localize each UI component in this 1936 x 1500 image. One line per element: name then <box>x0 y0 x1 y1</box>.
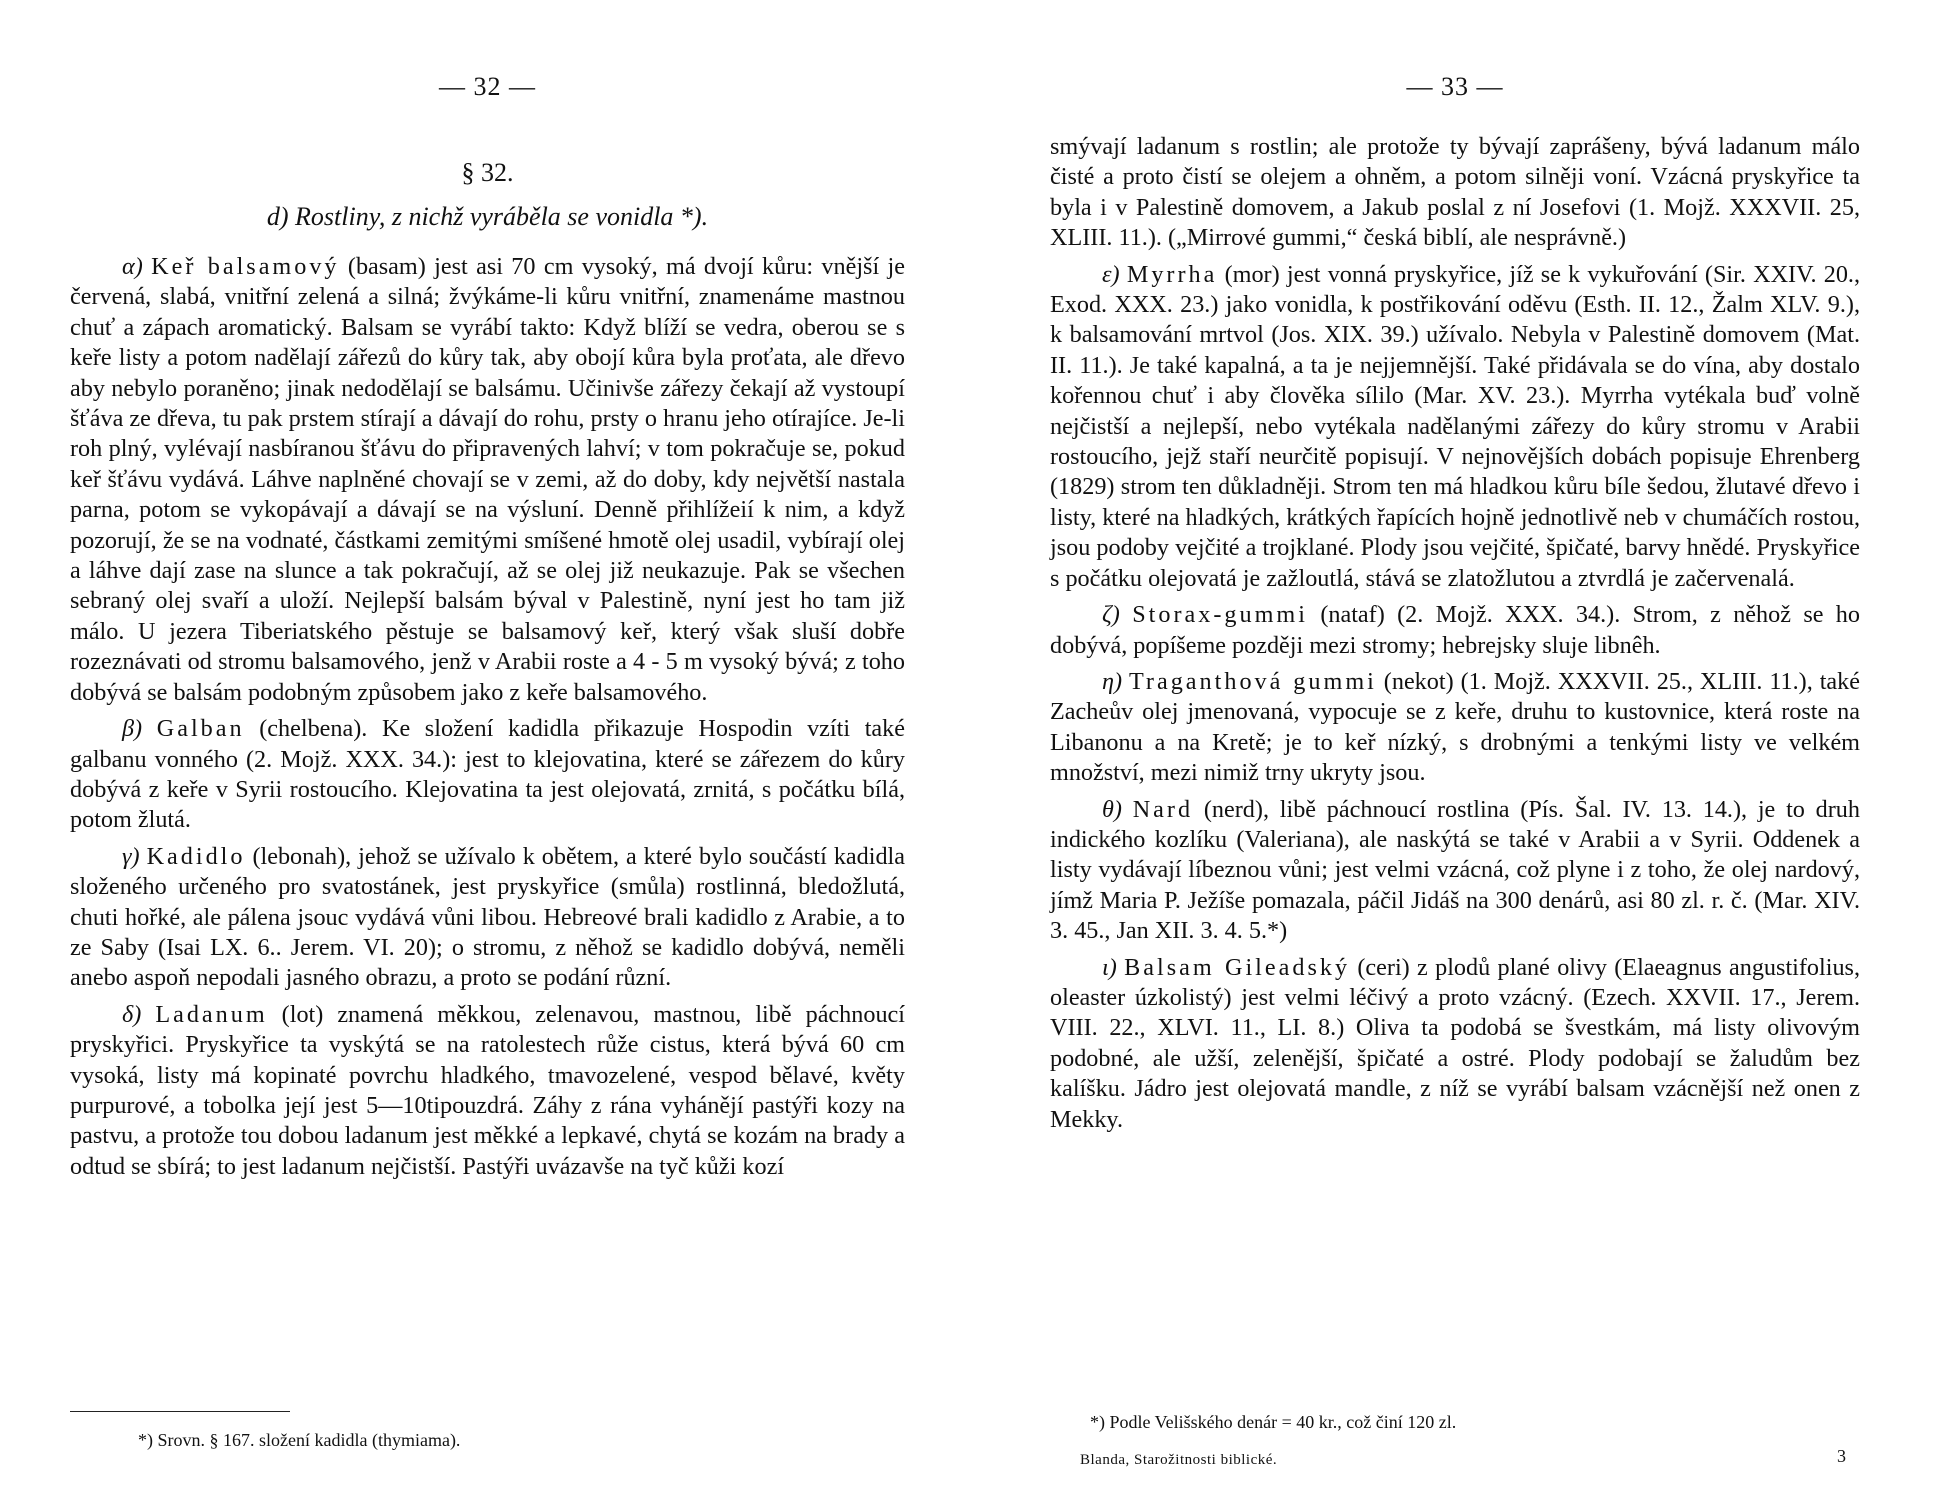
paragraph-iota <box>1050 953 1860 1135</box>
paragraph-epsilon <box>1050 260 1860 594</box>
item-label: β) <box>122 715 143 743</box>
paragraph-eta <box>1050 667 1860 789</box>
item-term: Balsam Gileadský <box>1124 953 1351 981</box>
item-text: (ceri) z plodů plané olivy (Elaeagnus angustifolius, oleaster úzkolistý) jest velmi léčivý a proto vzácný. (Ezech. XXVII. 17., Jerem. VIII. 22., XLVI. 11., LI. 8.) Oliva ta podobá se švestkám, má listy olivovým podobné, ale užší, zelenější, špičaté a ostré. Plody podobají se žaludům bez kalíšku. Jádro jest olejovatá mandle, z níž se vyrábí balsam vzácnější než onen z Mekky. <box>1050 953 1861 1133</box>
paragraph-delta <box>70 1000 905 1182</box>
item-term: Nard <box>1132 795 1194 823</box>
item-label: θ) <box>1102 795 1122 823</box>
page-number: — 32 — <box>439 72 536 101</box>
item-text: (nekot) (1. Mojž. XXXVII. 25., XLIII. 11.), také Zacheův olej jmenovaná, vypocuje se z keře, druhu to kustovnice, která roste na Libanonu a na Kretě; je to keř nízký, s drobnými a tenkými listy ve velkém množství, mezi nimiž trny ukryty jsou. <box>1050 667 1860 787</box>
item-text: (chelbena). Ke složení kadidla přikazuje Hospodin vzíti také galbanu vonného (2. Mojž. XXX. 34.): jest to klejovatina, které se zářezem do kůry dobývá z keře v Syrii rostoucího. Klejovatina ta jest olejovatá, zrnitá, s počátku bílá, potom žlutá. <box>70 715 905 834</box>
item-text: (mor) jest vonná pryskyřice, jíž se k vykuřování (Sir. XXIV. 20., Exod. XXX. 23.) jako vonidla, k postřikování oděvu (Esth. II. 12., Žalm XLV. 9.), k balsamování mrtvol (Jos. XIX. 39.) užívalo. Nebyla v Palestině domovem (Mat. II. 11.). Je také kapalná, a ta je nejjemnější. Také přidávala se do vína, aby dostalo kořennou chuť i aby člověka sílilo (Mar. XV. 23.). Myrrha vytékala buď volně nejčistší a nejlepší, nebo vytékala nadělanými zářezy do kůry stromu v Arabii rostoucího, jejž staří neurčitě popisují. V nejnovějších dobách popisuje Ehrenberg (1829) strom ten důkladněji. Strom ten má hladkou kůru bíle šedou, žlutavé dřevo i listy, které na hladkých, krátkých řapících hojně jednotlivě neb v chumáčích rostou, jsou podoby vejčité a trojklané. Plody jsou vejčité, špičaté, barvy hnědé. Pryskyřice s počátku olejovatá je zažloutlá, stává se zlatožlutou a ztvrdlá je začervenalá. <box>1050 260 1861 592</box>
item-text: (nerd), libě páchnoucí rostlina (Pís. Šal. IV. 13. 14.), je to druh indického kozlíku (Valeriana), ale naskýtá se také v Arabii a v Syrii. Oddenek a listy vydávají líbeznou vůni; jest velmi vzácná, což plyne i z toho, že olej nardový, jímž Maria P. Ježíše pomazala, páčil Jidáš na 300 denárů, asi 80 zl. r. č. (Mar. XIV. 3. 45., Jan XII. 3. 4. 5.*) <box>1050 795 1860 945</box>
footnote: *) Srovn. § 167. složení kadidla (thymiama). <box>138 1430 461 1450</box>
item-text: (nataf) (2. Mojž. XXX. 34.). Strom, z něhož se ho dobývá, popíšeme později mezi stromy; hebrejsky sluje libnêh. <box>1050 601 1860 659</box>
item-text: (lot) znamená měkkou, zelenavou, mastnou, libě páchnoucí pryskyřici. Pryskyřice ta vyskýtá se na ratolestech růže cistus, která bývá 60 cm vysoká, listy má kopinaté povrchu hladkého, tmavozelené, vespod bělavé, květy purpurové, a tobolka její jest 5—10tipouzdrá. Záhy z rána vyhánějí pastýři kozy na pastvu, a protože tou dobou ladanum jest měkké a lepkavé, chytá se kozám na brady a odtud se sbírá; to jest ladanum nejčistší. Pastýři uvázavše na tyč kůži kozí <box>70 1000 906 1180</box>
printer-signature: Blanda, Starožitnosti biblické. <box>1080 1452 1278 1468</box>
item-term: Kadidlo <box>146 842 246 870</box>
paragraph-gamma <box>70 842 905 994</box>
item-term: Galban <box>156 715 245 743</box>
item-label: α) <box>122 253 143 280</box>
item-term: Ladanum <box>155 1000 268 1028</box>
item-text: (basam) jest asi 70 cm vysoký, má dvojí kůru: vnější je červená, slabá, vnitřní zelená a silná; žvýkáme-li kůru vnitřní, znamenáme mastnou chuť a zápach aromatický. Balsam se vyrábí takto: Když blíží se vedra, oberou se s keře listy a potom nadělají zářezů do kůry tak, aby obojí kůra byla proťata, ale dřevo aby nebylo poraněno; jinak nedodělají se balsámu. Učinivše zářezy čekají až vystoupí šťáva ze dřeva, tu pak prstem stírají a dávají do rohu, prsty o hranu jeho otírajíce. Je-li roh plný, vylévají nasbíranou šťávu do připravených lahví; v tom pokračuje se, pokud keř šťávu vydává. Láhve naplněné chovají se v zemi, až do doby, kdy největší nastala parna, potom se vykopávají a dávají se na výsluní. Denně přihlížeií k nim, a když pozorují, že se na vodnaté, částkami zemitými smíšené hmotě olej usadil, vybírají olej a láhve dají zase na slunce a tak pokračují, až se olej již neukazuje. Pak se všechen sebraný olej svaří a uloží. Nejlepší balsám býval v Palestině, nyní jest ho tam již málo. U jezera Tiberiatského pěstuje se balsamový keř, který však sluší dobře rozeznávati od stromu balsamového, jenž v Arabii roste a 4 - 5 m vysoký bývá; z toho dobývá se balsám podobným způsobem jako z keře balsamového. <box>70 253 905 706</box>
footnote-rule <box>70 1411 290 1412</box>
item-term: Traganthová gummi <box>1129 667 1377 695</box>
item-label: δ) <box>122 1000 142 1028</box>
right-body-text <box>1050 132 1860 1141</box>
section-heading: § 32. <box>461 158 514 187</box>
item-label: η) <box>1102 667 1123 695</box>
item-label: ζ) <box>1102 601 1120 629</box>
paragraph-alpha <box>70 252 905 708</box>
item-term: Storax-gummi <box>1132 601 1308 629</box>
section-subtitle: d) Rostliny, z nichž vyráběla se vonidla *). <box>266 202 709 231</box>
footnote: *) Podle Velišského denár = 40 kr., což činí 120 zl. <box>1090 1412 1457 1432</box>
paragraph-continuation: smývají ladanum s rostlin; ale protože ty bývají zaprášeny, bývá ladanum málo čisté a proto čistí se olejem a ohněm, a potom silněji voní. Vzácná pryskyřice ta byla i v Palestině domovem, a Jakub poslal z ní Josefovi (1. Mojž. XXXVII. 25, XLIII. 11.). („Mirrové gummi,“ česká biblí, ale nesprávně.) <box>1050 133 1860 252</box>
paragraph-theta <box>1050 795 1860 947</box>
paragraph-beta <box>70 714 905 836</box>
item-term: Myrrha <box>1126 260 1218 288</box>
item-term: Keř balsamový <box>151 253 340 280</box>
paragraph-zeta <box>1050 600 1860 661</box>
left-body-text <box>70 252 905 1188</box>
page-number: — 33 — <box>1406 72 1504 101</box>
item-label: ε) <box>1102 260 1120 288</box>
sheet-number: 3 <box>1837 1446 1846 1466</box>
item-label: ι) <box>1102 953 1117 981</box>
item-label: γ) <box>122 842 140 870</box>
item-text: (lebonah), jehož se užívalo k obětem, a které bylo součástí kadidla složeného určeného pro svatostánek, jest pryskyřice (smůla) rostlinná, bledožlutá, chuti hořké, ale pálena jsouc vydává vůni libou. Hebreové brali kadidlo z Arabie, a to ze Saby (Isai LX. 6.. Jerem. VI. 20); o stromu, z něhož se kadidlo dobývá, neměli anebo aspoň nepodali jasného obrazu, a proto se podání různí. <box>70 842 906 992</box>
